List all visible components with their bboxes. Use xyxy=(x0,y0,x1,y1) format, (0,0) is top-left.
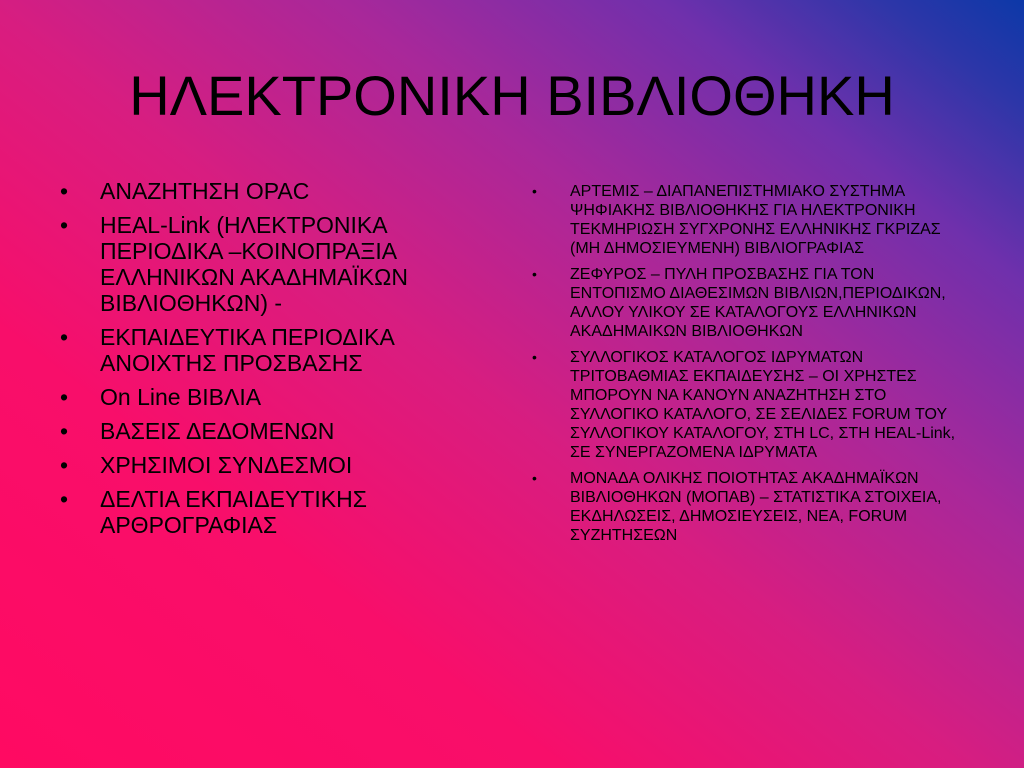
list-item xyxy=(58,384,498,410)
right-column xyxy=(530,182,970,552)
bullet-icon: • xyxy=(532,470,537,486)
bullet-icon: • xyxy=(60,178,69,204)
bullet-icon: • xyxy=(532,266,537,282)
list-item xyxy=(530,348,970,462)
list-item-text: ΜΟΝΑΔΑ ΟΛΙΚΗΣ ΠΟΙΟΤΗΤΑΣ ΑΚΑΔΗΜΑΪΚΩΝ ΒΙΒΛΙΟΘΗΚΩΝ (ΜΟΠΑΒ) – ΣΤΑΤΙΣΤΙΚΑ ΣΤΟΙΧΕΙΑ, ΕΚΔΗΛΩΣΕΙΣ, ΔΗΜΟΣΙΕΥΣΕΙΣ, ΝΕΑ, FORUM ΣΥΖΗΤΗΣΕΩΝ xyxy=(570,470,942,544)
bullet-icon: • xyxy=(60,418,69,444)
list-item xyxy=(58,178,498,204)
bullet-icon: • xyxy=(60,384,69,410)
left-bullet-list xyxy=(58,178,498,538)
list-item-text: ΔΕΛΤΙΑ ΕΚΠΑΙΔΕΥΤΙΚΗΣ ΑΡΘΡΟΓΡΑΦΙΑΣ xyxy=(100,486,367,538)
bullet-icon: • xyxy=(532,183,537,199)
list-item-text: ΒΑΣΕΙΣ ΔΕΔΟΜΕΝΩΝ xyxy=(100,418,335,444)
list-item-text: ΣΥΛΛΟΓΙΚΟΣ ΚΑΤΑΛΟΓΟΣ ΙΔΡΥΜΑΤΩΝ ΤΡΙΤΟΒΑΘΜΙΑΣ ΕΚΠΑΙΔΕΥΣΗΣ – ΟΙ ΧΡΗΣΤΕΣ ΜΠΟΡΟΥΝ ΝΑ ΚΑΝΟΥΝ ΑΝΑΖΗΤΗΣΗ ΣΤΟ ΣΥΛΛΟΓΙΚΟ ΚΑΤΑΛΟΓΟ, ΣΕ ΣΕΛΙΔΕΣ FORUM ΤΟΥ ΣΥΛΛΟΓΙΚΟΥ ΚΑΤΑΛΟΓΟΥ, ΣΤΗ LC, ΣΤΗ HEAL-Link, ΣΕ ΣΥΝΕΡΓΑΖΟΜΕΝΑ ΙΔΡΥΜΑΤΑ xyxy=(570,349,956,461)
list-item xyxy=(58,486,498,538)
slide-title: ΗΛΕΚΤΡΟΝΙΚΗ ΒΙΒΛΙΟΘΗΚΗ xyxy=(129,64,895,127)
list-item xyxy=(530,265,970,341)
list-item xyxy=(58,452,498,478)
list-item xyxy=(530,469,970,545)
list-item xyxy=(58,418,498,444)
list-item xyxy=(58,324,498,376)
bullet-icon: • xyxy=(60,324,69,350)
list-item xyxy=(58,212,498,316)
list-item-text: ΑΡΤΕΜΙΣ – ΔΙΑΠΑΝΕΠΙΣΤΗΜΙΑΚΟ ΣΥΣΤΗΜΑ ΨΗΦΙΑΚΗΣ ΒΙΒΛΙΟΘΗΚΗΣ ΓΙΑ ΗΛΕΚΤΡΟΝΙΚΗ ΤΕΚΜΗΡΙΩΣΗ ΣΥΓΧΡΟΝΗΣ ΕΛΛΗΝΙΚΗΣ ΓΚΡΙΖΑΣ (ΜΗ ΔΗΜΟΣΙΕΥΜΕΝΗ) ΒΙΒΛΙΟΓΡΑΦΙΑΣ xyxy=(570,183,941,257)
list-item-text: ΕΚΠΑΙΔΕΥΤΙΚΑ ΠΕΡΙΟΔΙΚΑ ΑΝΟΙΧΤΗΣ ΠΡΟΣΒΑΣΗΣ xyxy=(100,324,394,376)
list-item-text: On Line ΒΙΒΛΙΑ xyxy=(100,384,262,410)
list-item-text: HEAL-Link (ΗΛΕΚΤΡΟΝΙΚΑ ΠΕΡΙΟΔΙΚΑ –ΚΟΙΝΟΠΡΑΞΙΑ ΕΛΛΗΝΙΚΩΝ ΑΚΑΔΗΜΑΪΚΩΝ ΒΙΒΛΙΟΘΗΚΩΝ) - xyxy=(100,212,408,316)
bullet-icon: • xyxy=(60,486,69,512)
bullet-icon: • xyxy=(60,212,69,238)
list-item-text: ΧΡΗΣΙΜΟΙ ΣΥΝΔΕΣΜΟΙ xyxy=(100,452,353,478)
bullet-icon: • xyxy=(532,349,537,365)
list-item xyxy=(530,182,970,258)
list-item-text: ΑΝΑΖΗΤΗΣΗ OPAC xyxy=(100,178,310,204)
bullet-icon: • xyxy=(60,452,69,478)
left-column xyxy=(58,178,498,546)
right-bullet-list xyxy=(530,182,970,545)
list-item-text: ΖΕΦΥΡΟΣ – ΠΥΛΗ ΠΡΟΣΒΑΣΗΣ ΓΙΑ ΤΟΝ ΕΝΤΟΠΙΣΜΟ ΔΙΑΘΕΣΙΜΩΝ ΒΙΒΛΙΩΝ,ΠΕΡΙΟΔΙΚΩΝ, ΑΛΛΟΥ ΥΛΙΚΟΥ ΣΕ ΚΑΤΑΛΟΓΟΥΣ ΕΛΛΗΝΙΚΩΝ ΑΚΑΔΗΜΑΙΚΩΝ ΒΙΒΛΙΟΘΗΚΩΝ xyxy=(570,266,946,340)
